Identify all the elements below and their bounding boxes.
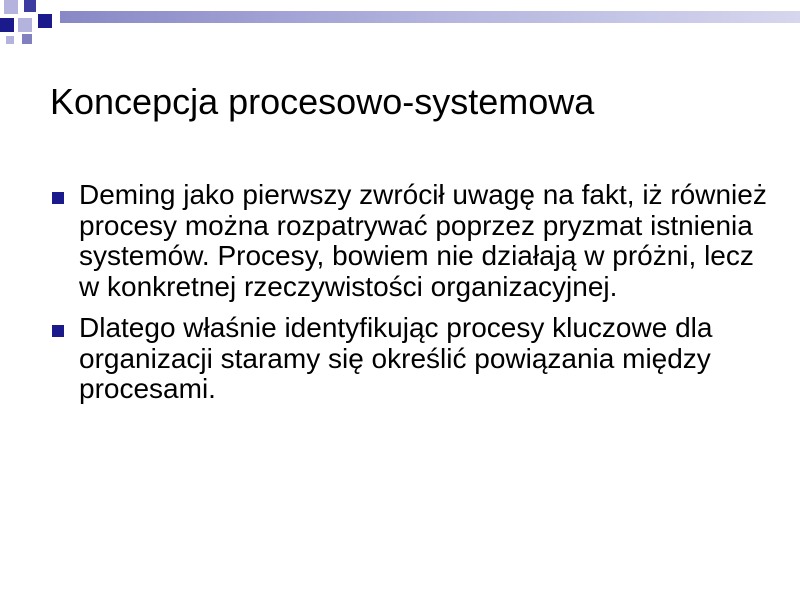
bullet-item [50,313,775,405]
square-bullet-icon [52,192,64,204]
checkered-squares-decoration-icon [0,0,52,44]
bullet-item [50,180,775,302]
bullet-list [50,180,775,416]
header-decoration [0,0,800,50]
slide-title: Koncepcja procesowo-systemowa [50,81,595,122]
bullet-text: Dlatego właśnie identyfikując procesy kluczowe dla organizacji staramy się określić powiązania między procesami. [79,312,713,404]
decoration-stripe [60,11,800,23]
square-bullet-icon [52,325,64,337]
bullet-text: Deming jako pierwszy zwrócił uwagę na fakt, iż również procesy można rozpatrywać poprzez pryzmat istnienia systemów. Procesy, bowiem nie działają w próżni, lecz w konkretnej rzeczywistości organizacyjnej. [79,179,767,302]
